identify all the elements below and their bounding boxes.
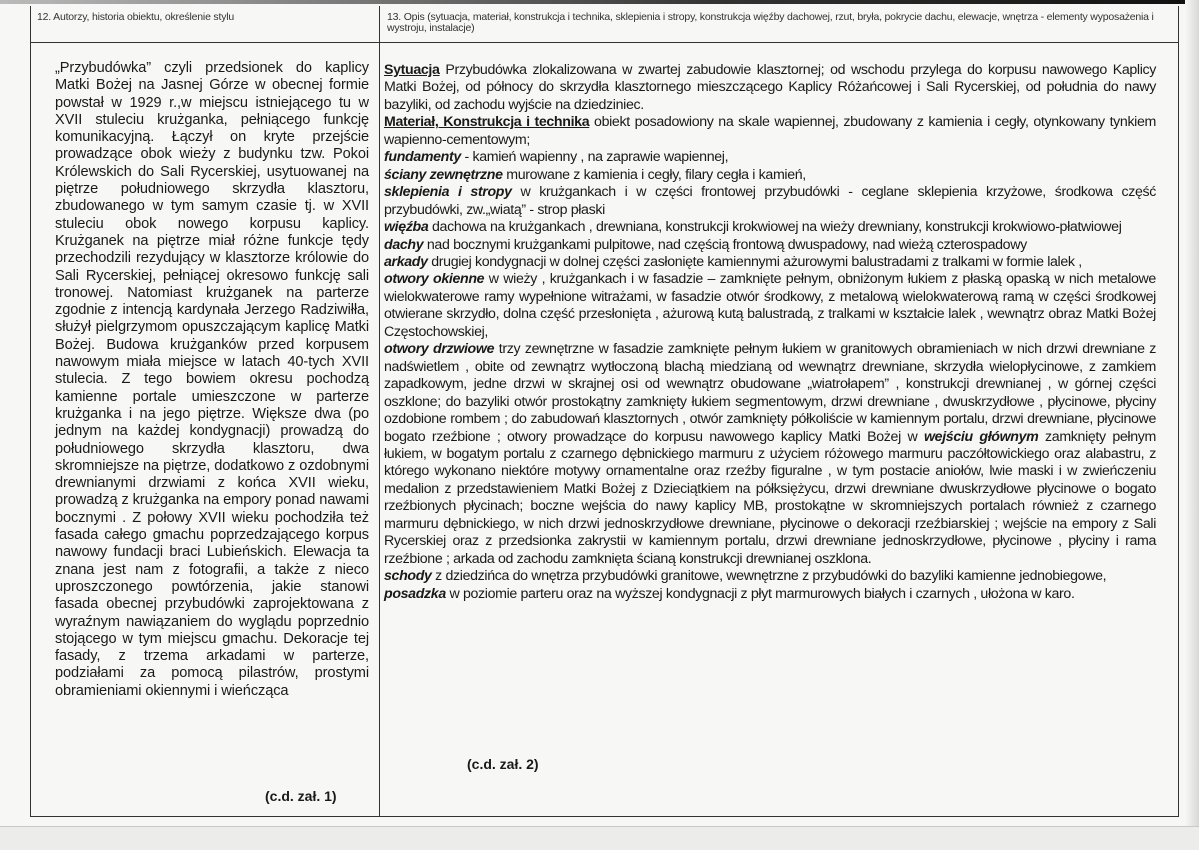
entry-material [384, 114, 1156, 149]
entry-text: nad bocznymi krużgankami pulpitowe, nad częścią frontową dwuspadowy, nad wieżą czterospadowy [423, 236, 1027, 253]
entry-wiezba [384, 219, 1156, 236]
entry-label: schody [384, 568, 432, 585]
entry-sytuacja [384, 62, 1156, 114]
entry-label: otwory drzwiowe [384, 341, 495, 358]
entry-label: Materiał, Konstrukcja i technika [384, 114, 590, 131]
entry-arkady [384, 254, 1156, 271]
entry-text: w wieży , krużgankach i w fasadzie – zamknięte pełnym, obniżonym łukiem z płaską opaską w nich metalowe wielokwaterowe ramy wypełnione witrażami, w fasadzie otwór środkowy, z metalową wielokwaterową ramą w części środkowej otwierane skrzydło, dolna część przesłonięta , ażurową kutą balustradą, z tralkami w kształcie lalek , wewnątrz obraz Matki Bożej Częstochowskiej, [384, 271, 1156, 340]
entry-emphasis: wejściu głównym [923, 428, 1039, 445]
entry-label: posadzka [384, 585, 446, 602]
scan-edge-top [0, 0, 1199, 4]
entry-sciany [384, 167, 1156, 184]
continued-note-2: (c.d. zał. 2) [467, 756, 539, 772]
entry-text: Przybudówka zlokalizowana w zwartej zabudowie klasztornej; od wschodu przylega do korpusu nawowego Kaplicy Matki Bożej, od północy do skrzydła klasztornego mieszczącego Kaplicy Różańcowej i Sali Rycerskiej, od południa do nawy bazyliki, od zachodu wyjście na dziedziniec. [384, 62, 1156, 113]
entry-label: Sytuacja [384, 62, 440, 78]
entry-schody [384, 568, 1156, 585]
entry-label: dachy [384, 236, 424, 253]
header-col-13: 13. Opis (sytuacja, materiał, konstrukcja i technika, sklepienia i stropy, konstrukcja więźby dachowej, rzut, bryła, pokrycie dachu, elewacje, wnętrza - elementy wyposażenia i wystroju, instalacje) [387, 11, 1154, 34]
entry-label: sklepienia i stropy [384, 184, 512, 201]
column-divider [379, 6, 380, 816]
entry-text: w poziomie parteru oraz na wyższej kondygnacji z płyt marmurowych białych i czarnych , ułożona w karo. [445, 585, 1075, 602]
header-col-12: 12. Autorzy, historia obiektu, określenie stylu [37, 11, 235, 23]
entry-text: obiekt posadowiony na skale wapiennej, zbudowany z kamienia i cegły, otynkowany tynkiem wapienno-cementowym; [384, 114, 1156, 148]
entry-label: fundamenty [384, 149, 461, 166]
entry-text: - kamień wapienny , na zaprawie wapiennej, [460, 149, 729, 166]
continued-note-1: (c.d. zał. 1) [265, 788, 337, 804]
history-text [55, 60, 369, 700]
entry-label: ściany zewnętrzne [384, 166, 503, 183]
description-text [384, 62, 1156, 603]
header-divider [31, 42, 1178, 43]
scan-edge-bottom [0, 826, 1199, 850]
entry-dachy [384, 237, 1156, 254]
entry-fundamenty [384, 149, 1156, 166]
entry-label: więźba [384, 219, 429, 236]
entry-text: dachowa na krużgankach , drewniana, konstrukcji krokwiowej na wieży drewniany, konstrukcji krokwiowo-płatwiowej [428, 219, 1122, 236]
form-table [30, 6, 1179, 817]
entry-sklepienia [384, 184, 1156, 219]
entry-otwory-okienne [384, 271, 1156, 341]
entry-otwory-drzwiowe [384, 341, 1156, 568]
entry-posadzka [384, 586, 1156, 603]
entry-text: w krużgankach i w części frontowej przybudówki - ceglane sklepienia krzyżowe, środkowa część przybudówki, zw.„wiatą” - strop płaski [384, 184, 1156, 218]
history-paragraph: „Przybudówka” czyli przedsionek do kaplicy Matki Bożej na Jasnej Górze w obecnej formie powstał w 1929 r.,w miejscu istniejącego tu w XVII stuleciu krużganka, pełniącego funkcję komunikacyjną. Łączył on kryte przejście prowadzące obok wieży z budynku tzw. Pokoi Królewskich do Sali Rycerskiej, usytuowanej na piętrze południowego skrzydła klasztoru, zbudowanego w tym samym czasie tj. w XVII stuleciu obok nowego korpusu kaplicy. Krużganek na piętrze miał różne funkcje tędy przechodzili rezydujący w klasztorze królowie do Sali Rycerskiej, pełniącej okresowo funkcję sali tronowej. Natomiast krużganek na parterze zgodnie z intencją kardynała Jerzego Radziwiłła, służył pielgrzymom opuszczającym kaplicę Matki Bożej. Budowa krużganków przed korpusem nawowym miała miejsce w latach 40-tych XVII stulecia. Z tego bowiem okresu pochodzą kamienne portale umieszczone w parterze krużganka i na jego piętrze. Większe dwa (po jednym na każdej kondygnacji) prowadzą do południowego skrzydła klasztoru, dwa skromniejsze na piętrze, dodatkowo z ozdobnymi drewnianymi drzwiami z końca XVII wieku, prowadzą z krużganka na empory ponad nawami bocznymi . Z połowy XVII wieku pochodziła też fasada całego gmachu poprzedzającego korpus nawowy fundacji braci Lubieńskich. Elewacja ta znana jest nam z fotografii, a także z nieco uproszczonego powtórzenia, jakie stanowi fasada obecnej przybudówki zaprojektowana z wyraźnym nawiązaniem do wyglądu poprzednio stojącego w tym miejscu gmachu. Dekoracje tej fasady, z trzema arkadami w parterze, podziałami za pomocą pilastrów, prostymi obramieniami okiennymi i wieńcząca [55, 60, 369, 699]
entry-text: z dziedzińca do wnętrza przybudówki granitowe, wewnętrzne z przybudówki do bazyliki kamienne jednobiegowe, [431, 568, 1107, 585]
scan-edge-right [1185, 0, 1199, 849]
entry-label: otwory okienne [384, 271, 485, 288]
entry-label: arkady [384, 253, 428, 270]
entry-text: murowane z kamienia i cegły, filary cegła i kamień, [502, 166, 806, 183]
entry-text-continued: zamknięty pełnym łukiem, w bogatym portalu z czarnego dębnickiego marmuru z użyciem różowego marmuru paczółtowickiego oraz alabastru, z którego wykonano niektóre motywy ornamentalne oraz rzeźby figuralne , w tym postacie aniołów, lwie maski i w zwieńczeniu medalion z przedstawieniem Matki Bożej z Dzieciątkiem na półksiężycu, drzwi drewniane dwuskrzydłowe płycinowe o bogato rzeźbionych płycinach; boczne wejścia do nawy kaplicy MB, prostokątne w skromniejszych portalach również z czarnego marmuru dębnickiego, w nich drzwi jednoskrzydłowe drewniane, płycinowe o dekoracji rzeźbiarskiej ; wejście na empory z Sali Rycerskiej oraz z przedsionka zakrystii w kamiennym portalu, drzwi drewniane jednoskrzydłowe, płycinowe , płyciny i rama rzeźbione ; arkada od zachodu zamknięta ścianą konstrukcji drewnianej oszklona. [384, 428, 1156, 567]
entry-text: trzy zewnętrzne w fasadzie zamknięte pełnym łukiem w granitowych obramieniach w nich drzwi drewniane z nadświetlem , obite od zewnątrz wytłoczoną blachą miedzianą od wewnątrz drewniane, skrzydła wielopłycinowe, z zamkiem zapadkowym, jedne drzwi w skrajnej osi od wewnątrz obudowane „wiatrołapem” , konstrukcji drewnianej , w górnej części oszklone; do bazyliki otwór prostokątny zamknięty łukiem segmentowym, drzwi drewniane , dwuskrzydłowe , płycinowe, płyciny ozdobione rombem ; do zabudowań klasztornych , otwór zamknięty półkoliście w kamiennym portalu, drzwi drewniane, płycinowe bogato rzeźbione ; otwory prowadzące do korpusu nawowego kaplicy Matki Bożej w [384, 341, 1156, 445]
entry-text: drugiej kondygnacji w dolnej części zasłonięte kamiennymi ażurowymi balustradami z tralkami w formie lalek , [427, 253, 1082, 270]
